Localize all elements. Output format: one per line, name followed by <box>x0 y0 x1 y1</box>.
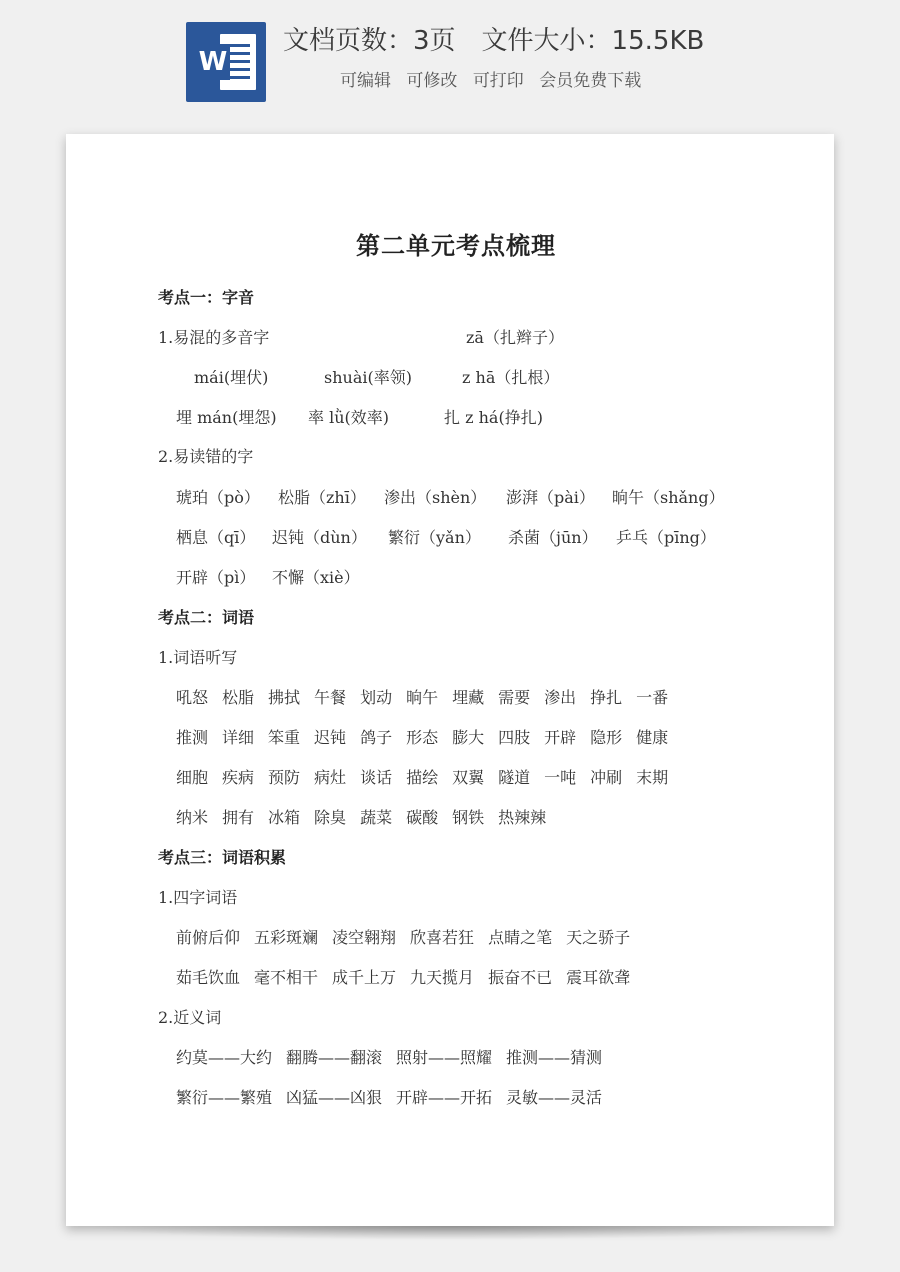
idiom-item: 凌空翱翔 <box>332 928 397 947</box>
subheading-polyphones: 1.易混的多音字 <box>158 328 270 347</box>
dictation-word: 划动 <box>360 688 393 707</box>
dictation-row <box>176 767 682 789</box>
idiom-item: 前俯后仰 <box>176 928 241 947</box>
polyphone-row <box>324 367 412 389</box>
file-info <box>283 20 704 57</box>
dictation-word: 松脂 <box>222 688 255 707</box>
dictation-word: 细胞 <box>176 768 209 787</box>
dictation-word: 笨重 <box>268 728 301 747</box>
dictation-word: 鸽子 <box>360 728 393 747</box>
synonym-row <box>176 1087 616 1109</box>
synonym-pair: 照射——照耀 <box>396 1048 493 1067</box>
misread-item: 迟钝（dùn） <box>272 528 367 547</box>
synonym-row <box>176 1047 616 1069</box>
polyphone-row <box>194 367 268 389</box>
dictation-word: 一吨 <box>544 768 577 787</box>
idiom-item: 欣喜若狂 <box>410 928 475 947</box>
idiom-item: 点睛之笔 <box>488 928 553 947</box>
polyphone-item: 率 lǜ(效率) <box>308 408 389 427</box>
dictation-word: 详细 <box>222 728 255 747</box>
polyphone-item: 埋 mán(埋怨) <box>176 408 277 427</box>
subheading-idioms: 1.四字词语 <box>158 888 238 907</box>
dictation-word: 埋藏 <box>452 688 485 707</box>
dictation-word: 预防 <box>268 768 301 787</box>
feature-modifiable: 可修改 <box>406 71 458 91</box>
subheading-dictation: 1.词语听写 <box>158 648 238 667</box>
misread-item: 晌午（shǎng） <box>612 488 725 507</box>
dictation-word: 碳酸 <box>406 808 439 827</box>
idiom-item: 震耳欲聋 <box>566 968 631 987</box>
word-document-icon <box>186 22 266 102</box>
dictation-word: 双翼 <box>452 768 485 787</box>
dictation-word: 末期 <box>636 768 669 787</box>
polyphone-item: mái(埋伏) <box>194 368 269 387</box>
synonym-pair: 开辟——开拓 <box>396 1088 493 1107</box>
idiom-item: 九天揽月 <box>410 968 475 987</box>
dictation-word: 迟钝 <box>314 728 347 747</box>
dictation-word: 四肢 <box>498 728 531 747</box>
misread-item: 栖息（qī） <box>176 528 256 547</box>
misread-item: 琥珀（pò） <box>176 488 260 507</box>
dictation-word: 蔬菜 <box>360 808 393 827</box>
dictation-word: 推测 <box>176 728 209 747</box>
dictation-word: 病灶 <box>314 768 347 787</box>
dictation-word: 健康 <box>636 728 669 747</box>
feature-editable: 可编辑 <box>340 71 391 91</box>
dictation-word: 需要 <box>498 688 531 707</box>
dictation-word: 纳米 <box>176 808 209 827</box>
word-letter: W <box>196 44 230 80</box>
misread-item: 松脂（zhī） <box>278 488 366 507</box>
misread-row <box>176 487 725 509</box>
dictation-word: 热辣辣 <box>498 808 547 827</box>
download-header <box>0 0 900 120</box>
dictation-row <box>176 687 682 709</box>
idiom-item: 振奋不已 <box>488 968 553 987</box>
feature-printable: 可打印 <box>472 71 524 91</box>
idiom-item: 茹毛饮血 <box>176 968 241 987</box>
misread-item: 开辟（pì） <box>176 568 256 587</box>
dictation-row <box>176 727 682 749</box>
dictation-word: 冲刷 <box>590 768 623 787</box>
dictation-word: 膨大 <box>452 728 485 747</box>
dictation-word: 开辟 <box>544 728 577 747</box>
feature-list <box>340 66 651 91</box>
polyphone-row <box>444 407 543 429</box>
dictation-word: 拂拭 <box>268 688 301 707</box>
polyphone-item: 扎 z há(挣扎) <box>444 408 543 427</box>
idiom-row <box>176 927 644 949</box>
synonym-pair: 繁衍——繁殖 <box>176 1088 273 1107</box>
file-size-label: 文件大小：15.5KB <box>481 26 705 56</box>
subheading-misread: 2.易读错的字 <box>158 447 254 466</box>
dictation-word: 挣扎 <box>590 688 623 707</box>
synonym-pair: 推测——猜测 <box>506 1048 603 1067</box>
page-count-label: 文档页数：3页 <box>283 26 456 56</box>
misread-item: 杀菌（jūn） <box>508 528 598 547</box>
polyphone-row <box>308 407 389 429</box>
feature-free-download: 会员免费下载 <box>539 71 642 91</box>
dictation-word: 渗出 <box>544 688 577 707</box>
section-heading-pronunciation: 考点一：字音 <box>158 288 255 307</box>
dictation-word: 除臭 <box>314 808 347 827</box>
dictation-word: 疾病 <box>222 768 255 787</box>
misread-row <box>176 527 716 549</box>
misread-row <box>176 567 360 589</box>
synonym-pair: 凶猛——凶狠 <box>286 1088 383 1107</box>
dictation-word: 吼怒 <box>176 688 209 707</box>
dictation-word: 描绘 <box>406 768 439 787</box>
dictation-word: 拥有 <box>222 808 255 827</box>
dictation-word: 午餐 <box>314 688 347 707</box>
dictation-row <box>176 807 560 829</box>
dictation-word: 钢铁 <box>452 808 485 827</box>
synonym-pair: 约莫——大约 <box>176 1048 273 1067</box>
paper-shadow <box>80 1226 820 1240</box>
polyphone-item: shuài(率领) <box>324 368 412 387</box>
polyphone-item: z hā（扎根） <box>462 368 560 387</box>
dictation-word: 一番 <box>636 688 669 707</box>
synonym-pair: 灵敏——灵活 <box>506 1088 603 1107</box>
misread-item: 乒乓（pīng） <box>616 528 716 547</box>
dictation-word: 晌午 <box>406 688 439 707</box>
dictation-word: 隧道 <box>498 768 531 787</box>
dictation-word: 冰箱 <box>268 808 301 827</box>
misread-item: 繁衍（yǎn） <box>388 528 481 547</box>
document-page <box>66 134 834 1226</box>
idiom-item: 成千上万 <box>332 968 397 987</box>
dictation-word: 谈话 <box>360 768 393 787</box>
subheading-synonyms: 2.近义词 <box>158 1008 222 1027</box>
dictation-word: 隐形 <box>590 728 623 747</box>
polyphone-row <box>462 367 559 389</box>
misread-item: 渗出（shèn） <box>384 488 487 507</box>
misread-item: 澎湃（pài） <box>506 488 595 507</box>
polyphone-row <box>176 407 277 429</box>
polyphone-za: zā（扎辫子） <box>466 328 564 347</box>
synonym-pair: 翻腾——翻滚 <box>286 1048 383 1067</box>
idiom-item: 毫不相干 <box>254 968 319 987</box>
dictation-word: 形态 <box>406 728 439 747</box>
idiom-row <box>176 967 644 989</box>
idiom-item: 天之骄子 <box>566 928 631 947</box>
section-heading-accumulation: 考点三：词语积累 <box>158 848 287 867</box>
document-title: 第二单元考点梳理 <box>356 231 556 260</box>
idiom-item: 五彩斑斓 <box>254 928 319 947</box>
section-heading-vocabulary: 考点二：词语 <box>158 608 255 627</box>
misread-item: 不懈（xiè） <box>272 568 360 587</box>
